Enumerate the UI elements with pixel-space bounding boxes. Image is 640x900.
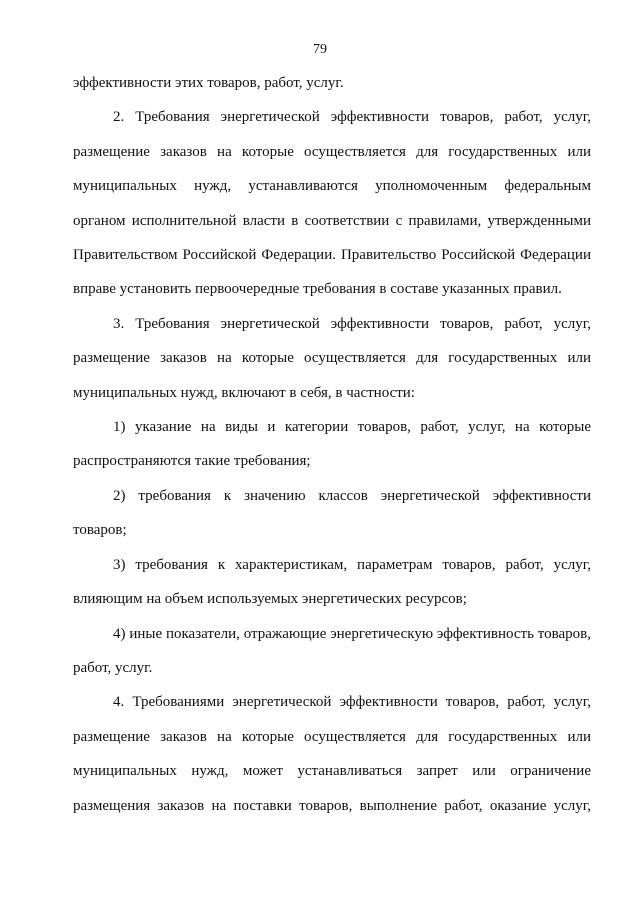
document-body [73, 66, 591, 823]
paragraph-subitem-1: 1) указание на виды и категории товаров, работ, услуг, на которые распространяются такие требования; [73, 419, 591, 470]
paragraph-subitem-2: 2) требования к значению классов энергетической эффективности товаров; [73, 487, 591, 539]
paragraph-subitem-4: 4) иные показатели, отражающие энергетическую эффективность товаров, работ, услуг. [73, 625, 591, 676]
page-number: 79 [313, 42, 327, 57]
paragraph-item-4: 4. Требованиями энергетической эффективности товаров, работ, услуг, размещение заказов на которые осуществляется для государственных или муниципальных нужд, может устанавливаться запрет или ограничение размещения заказов на поставки товаров, выполнение работ, оказание услуг, [73, 694, 591, 814]
paragraph-item-3: 3. Требования энергетической эффективности товаров, работ, услуг, размещение заказов на которые осуществляется для государственных или муниципальных нужд, включают в себя, в частности: [73, 315, 591, 401]
paragraph-continuation: эффективности этих товаров, работ, услуг. [73, 75, 344, 91]
paragraph-item-2: 2. Требования энергетической эффективности товаров, работ, услуг, размещение заказов на которые осуществляется для государственных или муниципальных нужд, устанавливаются уполномоченным федеральным органом исполнительной власти в соответствии с правилами, утвержденными Правительством Российской Федерации. Правительство Российской Федерации вправе установить первоочередные требования в составе указанных правил. [73, 109, 591, 298]
paragraph-subitem-3: 3) требования к характеристикам, параметрам товаров, работ, услуг, влияющим на объем используемых энергетических ресурсов; [73, 556, 591, 608]
